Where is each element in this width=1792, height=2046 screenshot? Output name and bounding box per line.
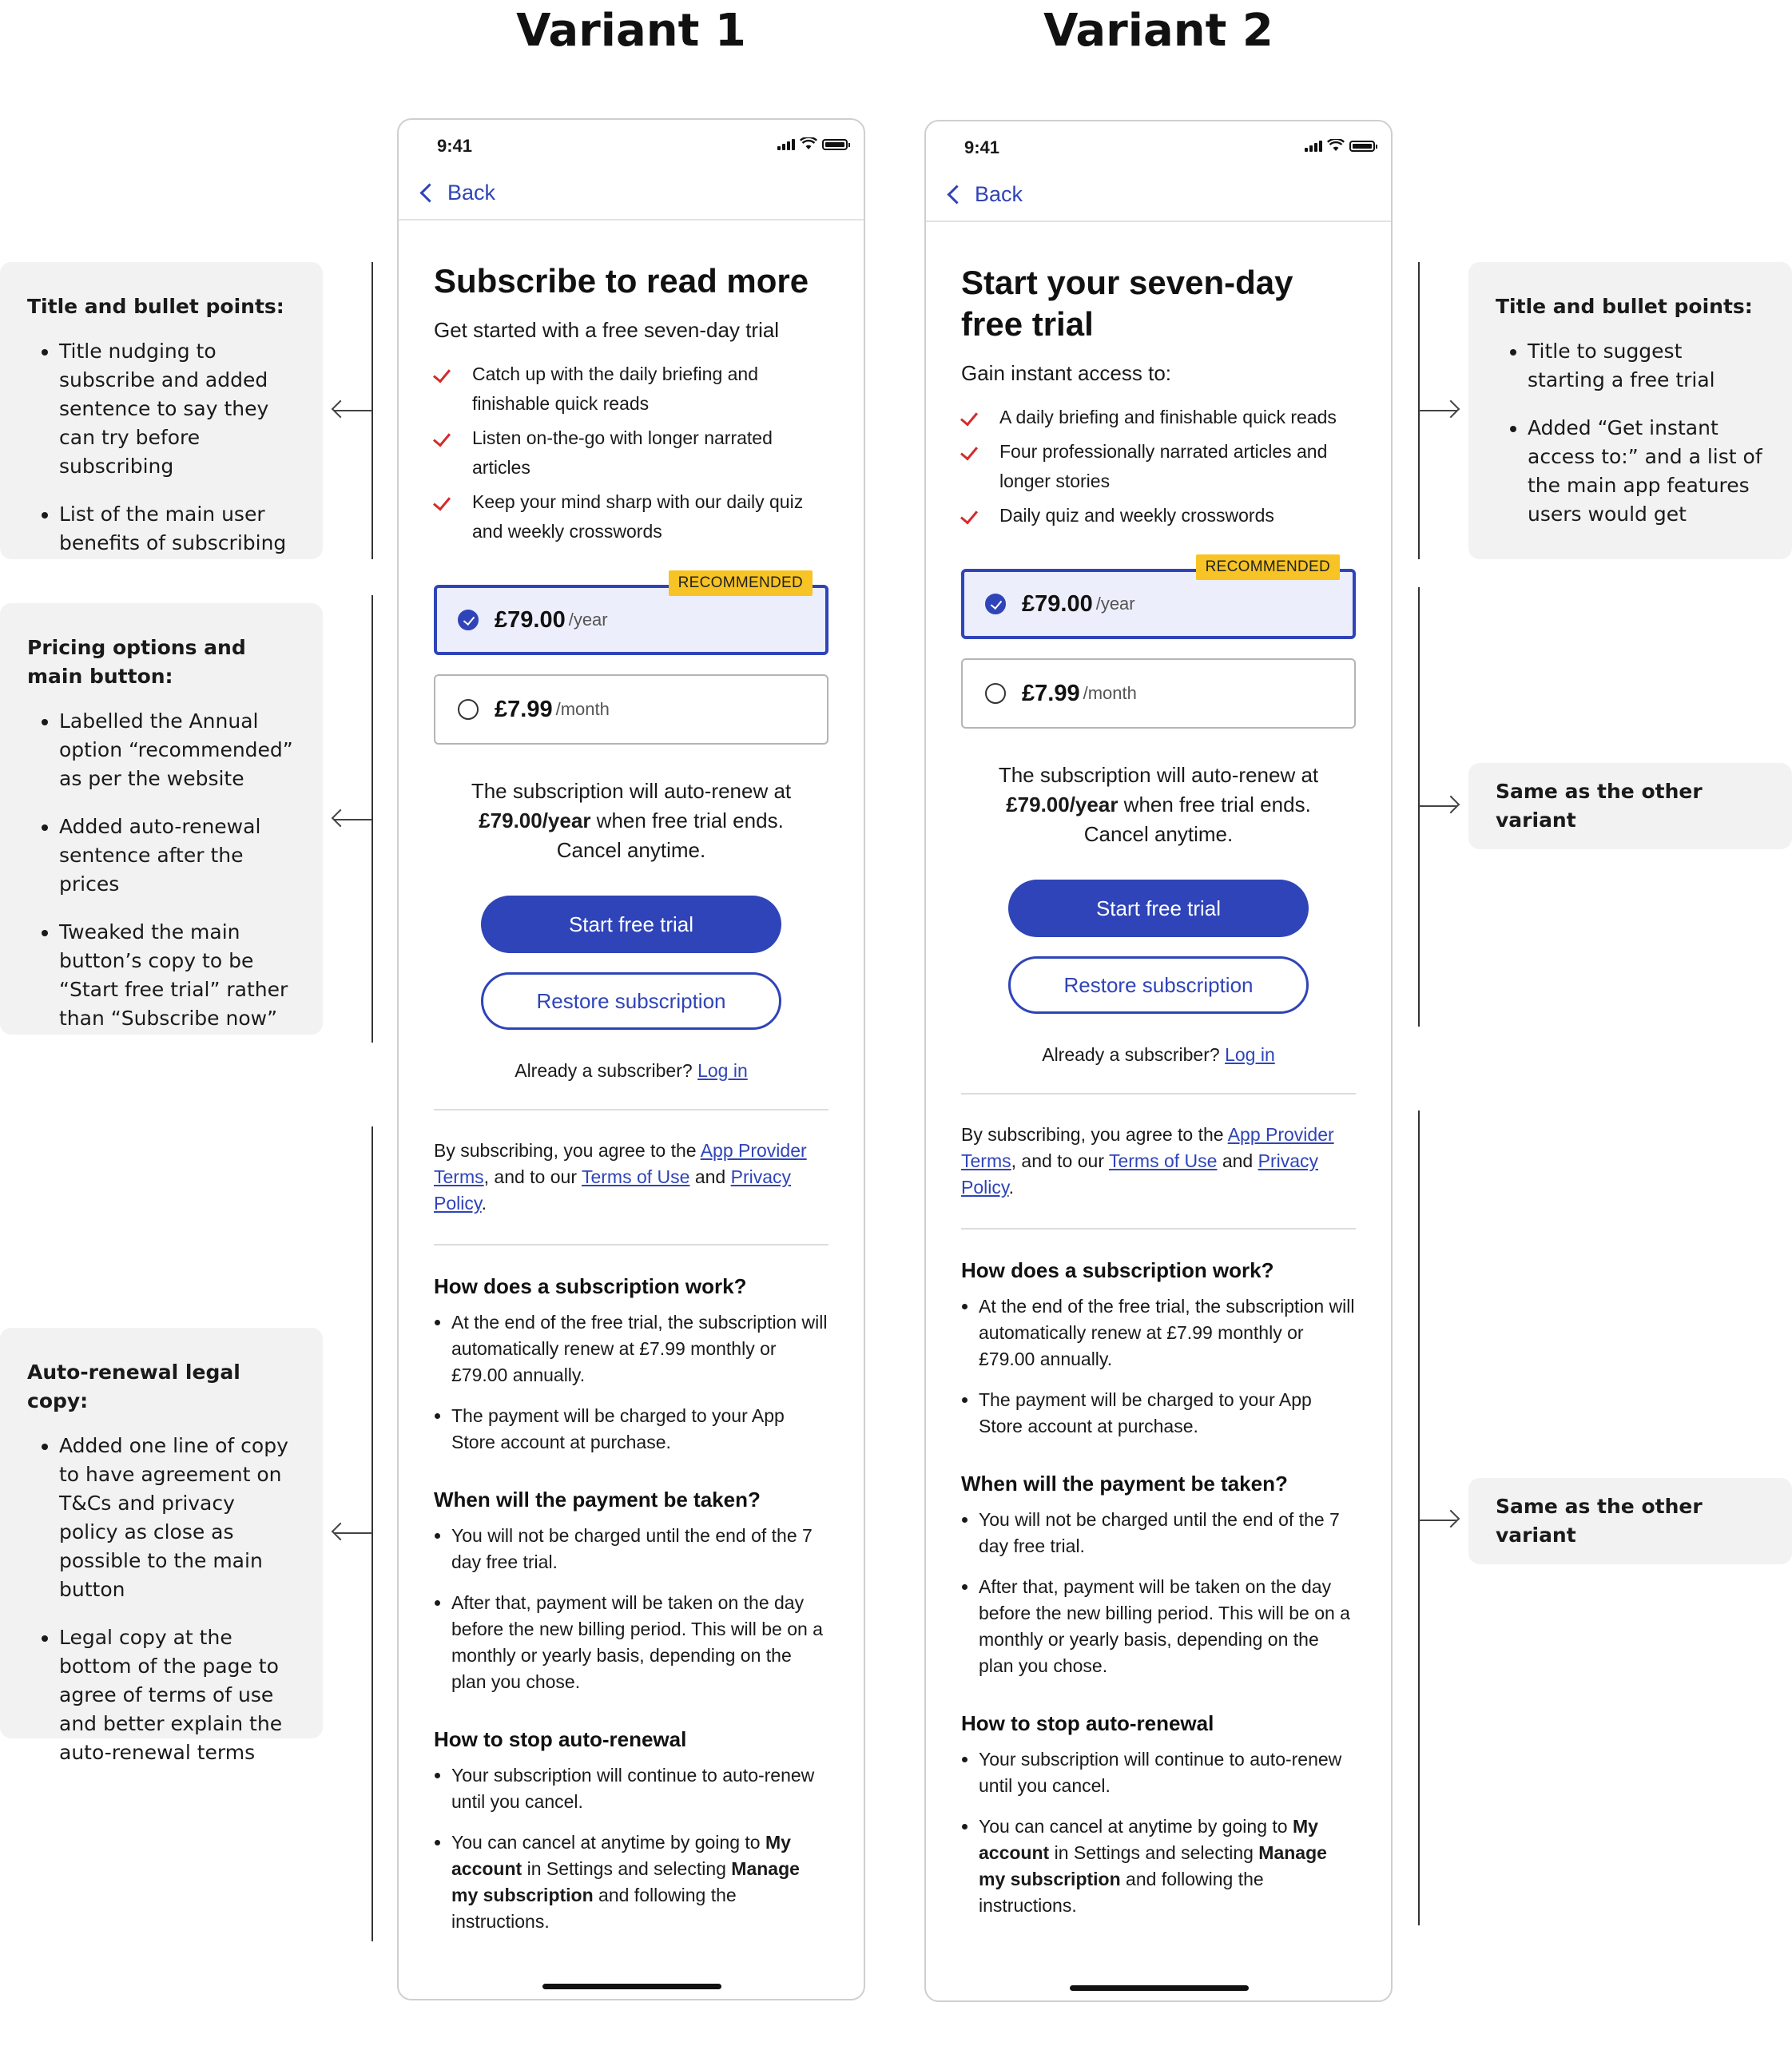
back-label: Back (447, 181, 496, 205)
battery-icon (1349, 141, 1375, 152)
back-label: Back (975, 182, 1023, 206)
faq-item: • At the end of the free trial, the subscription will automatically renew at £7.99 monthly or £79.00 annually. (979, 1293, 1356, 1373)
annotation-pricing-v1 (0, 603, 323, 1035)
battery-icon (822, 139, 848, 150)
privacy-policy-link[interactable]: Privacy Policy (961, 1150, 1319, 1198)
status-bar (926, 121, 1391, 171)
faq-item: • The payment will be charged to your App Store account at purchase. (451, 1403, 828, 1456)
benefit-item: Daily quiz and weekly crosswords (961, 501, 1356, 530)
faq-heading: How to stop auto-renewal (434, 1727, 687, 1751)
annotation-title-bullets-v2 (1468, 262, 1792, 559)
log-in-link[interactable]: Log in (697, 1060, 748, 1081)
benefit-item: A daily briefing and finishable quick reads (961, 403, 1356, 432)
plan-annual-option[interactable] (434, 574, 828, 655)
privacy-policy-link[interactable]: Privacy Policy (434, 1166, 792, 1214)
start-free-trial-button[interactable]: Start free trial (481, 896, 781, 953)
annotation-bullet: • Tweaked the main button’s copy to be “Start free trial” rather than “Subscribe now” (59, 918, 296, 1033)
status-icons (1305, 139, 1375, 152)
annotation-bullet: • Title to suggest starting a free trial (1528, 337, 1765, 395)
home-indicator (1070, 1985, 1249, 1991)
page-content (926, 262, 1391, 1919)
wifi-icon (1327, 139, 1345, 152)
faq-item: • Your subscription will continue to auto-renew until you cancel. (979, 1746, 1356, 1799)
recommended-badge: RECOMMENDED (1196, 554, 1340, 580)
login-prompt: Already a subscriber? Log in (1042, 1044, 1275, 1065)
faq-item: • Your subscription will continue to auto-renew until you cancel. (451, 1762, 828, 1815)
page-subtitle: Get started with a free seven-day trial (434, 318, 780, 342)
check-icon (433, 364, 451, 383)
faq-section (434, 1273, 828, 1935)
page-title: Start your seven-day free trial (961, 264, 1293, 343)
page-subtitle: Gain instant access to: (961, 361, 1172, 385)
annotation-legal-v1 (0, 1328, 323, 1764)
bracket-left-legal (372, 1126, 373, 1941)
annotation-bullet: • Added one line of copy to have agreement on T&Cs and privacy policy as close as possible to the main button (59, 1432, 296, 1604)
faq-heading: How to stop auto-renewal (961, 1711, 1214, 1735)
arrow-right-icon (1419, 805, 1457, 807)
arrow-left-icon (334, 1532, 372, 1534)
status-icons (777, 137, 848, 150)
faq-item: • You can cancel at anytime by going to My account in Settings and selecting Manage my subscription and following the instructions. (979, 1814, 1356, 1919)
plan-period: /year (1095, 594, 1135, 614)
arrow-left-icon (334, 819, 372, 820)
arrow-right-icon (1419, 410, 1457, 411)
signal-icon (777, 139, 795, 150)
check-icon (960, 442, 978, 460)
check-icon (960, 407, 978, 426)
divider (961, 1093, 1356, 1095)
variant-2-heading: Variant 2 (1043, 5, 1273, 57)
start-free-trial-button[interactable]: Start free trial (1008, 880, 1309, 937)
plan-annual-option[interactable] (961, 558, 1356, 639)
phone-variant-1 (397, 118, 865, 2000)
plan-period: /year (568, 610, 608, 630)
faq-item: • You can cancel at anytime by going to My account in Settings and selecting Manage my subscription and following the instructions. (451, 1829, 828, 1935)
check-icon (433, 428, 451, 447)
variant-1-heading: Variant 1 (516, 5, 746, 57)
annotation-bullet: • Added “Get instant access to:” and a list of the main app features users would get (1528, 414, 1765, 529)
restore-subscription-button[interactable]: Restore subscription (1008, 956, 1309, 1014)
faq-item: • At the end of the free trial, the subscription will automatically renew at £7.99 monthly or £79.00 annually. (451, 1309, 828, 1388)
legal-agreement-text: By subscribing, you agree to the App Provider Terms, and to our Terms of Use and Privacy Policy. (434, 1140, 807, 1214)
check-icon (960, 506, 978, 524)
phone-variant-2 (924, 120, 1393, 2002)
terms-of-use-link[interactable]: Terms of Use (581, 1166, 690, 1187)
faq-item: • You will not be charged until the end of the 7 day free trial. (451, 1523, 828, 1575)
radio-unchecked-icon (985, 683, 1006, 704)
plan-monthly-option[interactable] (434, 674, 828, 745)
status-time: 9:41 (437, 136, 473, 156)
plan-options (961, 558, 1356, 729)
legal-agreement-text: By subscribing, you agree to the App Provider Terms, and to our Terms of Use and Privacy Policy. (961, 1124, 1334, 1198)
nav-bar (926, 171, 1391, 222)
restore-subscription-button[interactable]: Restore subscription (481, 972, 781, 1030)
benefits-list (961, 403, 1356, 530)
plan-price: £79.00 (1022, 590, 1093, 617)
benefit-item: Keep your mind sharp with our daily quiz and weekly crosswords (434, 487, 828, 546)
divider (434, 1244, 828, 1245)
plan-period: /month (1083, 683, 1137, 703)
page-title: Subscribe to read more (434, 262, 809, 300)
check-icon (433, 492, 451, 511)
faq-heading: When will the payment be taken? (434, 1488, 761, 1512)
faq-item: • You will not be charged until the end of the 7 day free trial. (979, 1507, 1356, 1559)
wifi-icon (800, 137, 817, 150)
annotation-heading: Auto-renewal legal copy: (27, 1361, 240, 1412)
back-button[interactable] (944, 182, 1023, 207)
arrow-right-icon (1419, 1520, 1457, 1521)
log-in-link[interactable]: Log in (1225, 1044, 1275, 1065)
annotation-bullet: • Added auto-renewal sentence after the prices (59, 812, 296, 899)
arrow-left-icon (334, 410, 372, 411)
annotation-title-bullets-v1 (0, 262, 323, 559)
recommended-badge: RECOMMENDED (669, 570, 813, 596)
annotation-pricing-v2: Same as the other variant (1468, 763, 1792, 849)
chevron-left-icon (947, 185, 966, 204)
faq-heading: When will the payment be taken? (961, 1472, 1288, 1496)
annotation-bullet: • Labelled the Annual option “recommended” as per the website (59, 707, 296, 793)
annotation-legal-v2: Same as the other variant (1468, 1478, 1792, 1564)
radio-checked-icon (458, 610, 479, 630)
radio-unchecked-icon (458, 699, 479, 720)
page-content (399, 260, 864, 1935)
annotation-heading: Title and bullet points: (1496, 295, 1753, 318)
annotation-bullet: • Title nudging to subscribe and added sentence to say they can try before subscribing (59, 337, 296, 481)
faq-item: • After that, payment will be taken on the day before the new billing period. This will be on a monthly or yearly basis, depending on the plan you chose. (451, 1590, 828, 1695)
annotation-heading: Pricing options and main button: (27, 636, 246, 688)
faq-section (961, 1257, 1356, 1919)
back-button[interactable] (416, 181, 495, 205)
faq-heading: How does a subscription work? (961, 1258, 1274, 1282)
faq-item: • After that, payment will be taken on the day before the new billing period. This will be on a monthly or yearly basis, depending on the plan you chose. (979, 1574, 1356, 1679)
plan-period: /month (555, 699, 610, 719)
login-prompt: Already a subscriber? Log in (515, 1060, 748, 1081)
benefits-list (434, 360, 828, 546)
status-time: 9:41 (964, 137, 1000, 157)
divider (961, 1228, 1356, 1230)
auto-renew-text: The subscription will auto-renew at £79.00/year when free trial ends. Cancel anytime. (998, 763, 1319, 846)
faq-item: • The payment will be charged to your App Store account at purchase. (979, 1387, 1356, 1440)
plan-price: £7.99 (495, 696, 553, 722)
nav-bar (399, 169, 864, 220)
faq-heading: How does a subscription work? (434, 1274, 747, 1298)
home-indicator (542, 1984, 721, 1989)
annotation-bullet: • List of the main user benefits of subscribing (59, 500, 296, 558)
plan-price: £7.99 (1022, 680, 1080, 706)
terms-of-use-link[interactable]: Terms of Use (1108, 1150, 1218, 1171)
app-provider-terms-link[interactable]: App Provider Terms (961, 1124, 1334, 1171)
bracket-right-legal (1418, 1110, 1420, 1925)
signal-icon (1305, 141, 1322, 152)
bracket-right-pricing (1418, 587, 1420, 1027)
divider (434, 1109, 828, 1110)
radio-checked-icon (985, 594, 1006, 614)
chevron-left-icon (419, 183, 439, 202)
annotation-heading: Title and bullet points: (27, 295, 284, 318)
plan-price: £79.00 (495, 606, 566, 633)
benefit-item: Listen on-the-go with longer narrated articles (434, 423, 828, 483)
plan-monthly-option[interactable] (961, 658, 1356, 729)
plan-options (434, 574, 828, 745)
benefit-item: Catch up with the daily briefing and finishable quick reads (434, 360, 828, 419)
app-provider-terms-link[interactable]: App Provider Terms (434, 1140, 807, 1187)
benefit-item: Four professionally narrated articles and longer stories (961, 437, 1356, 496)
status-bar (399, 120, 864, 169)
annotation-bullet: • Legal copy at the bottom of the page to agree of terms of use and better explain the auto-renewal terms (59, 1623, 296, 1767)
auto-renew-text: The subscription will auto-renew at £79.00/year when free trial ends. Cancel anytime. (471, 779, 792, 862)
